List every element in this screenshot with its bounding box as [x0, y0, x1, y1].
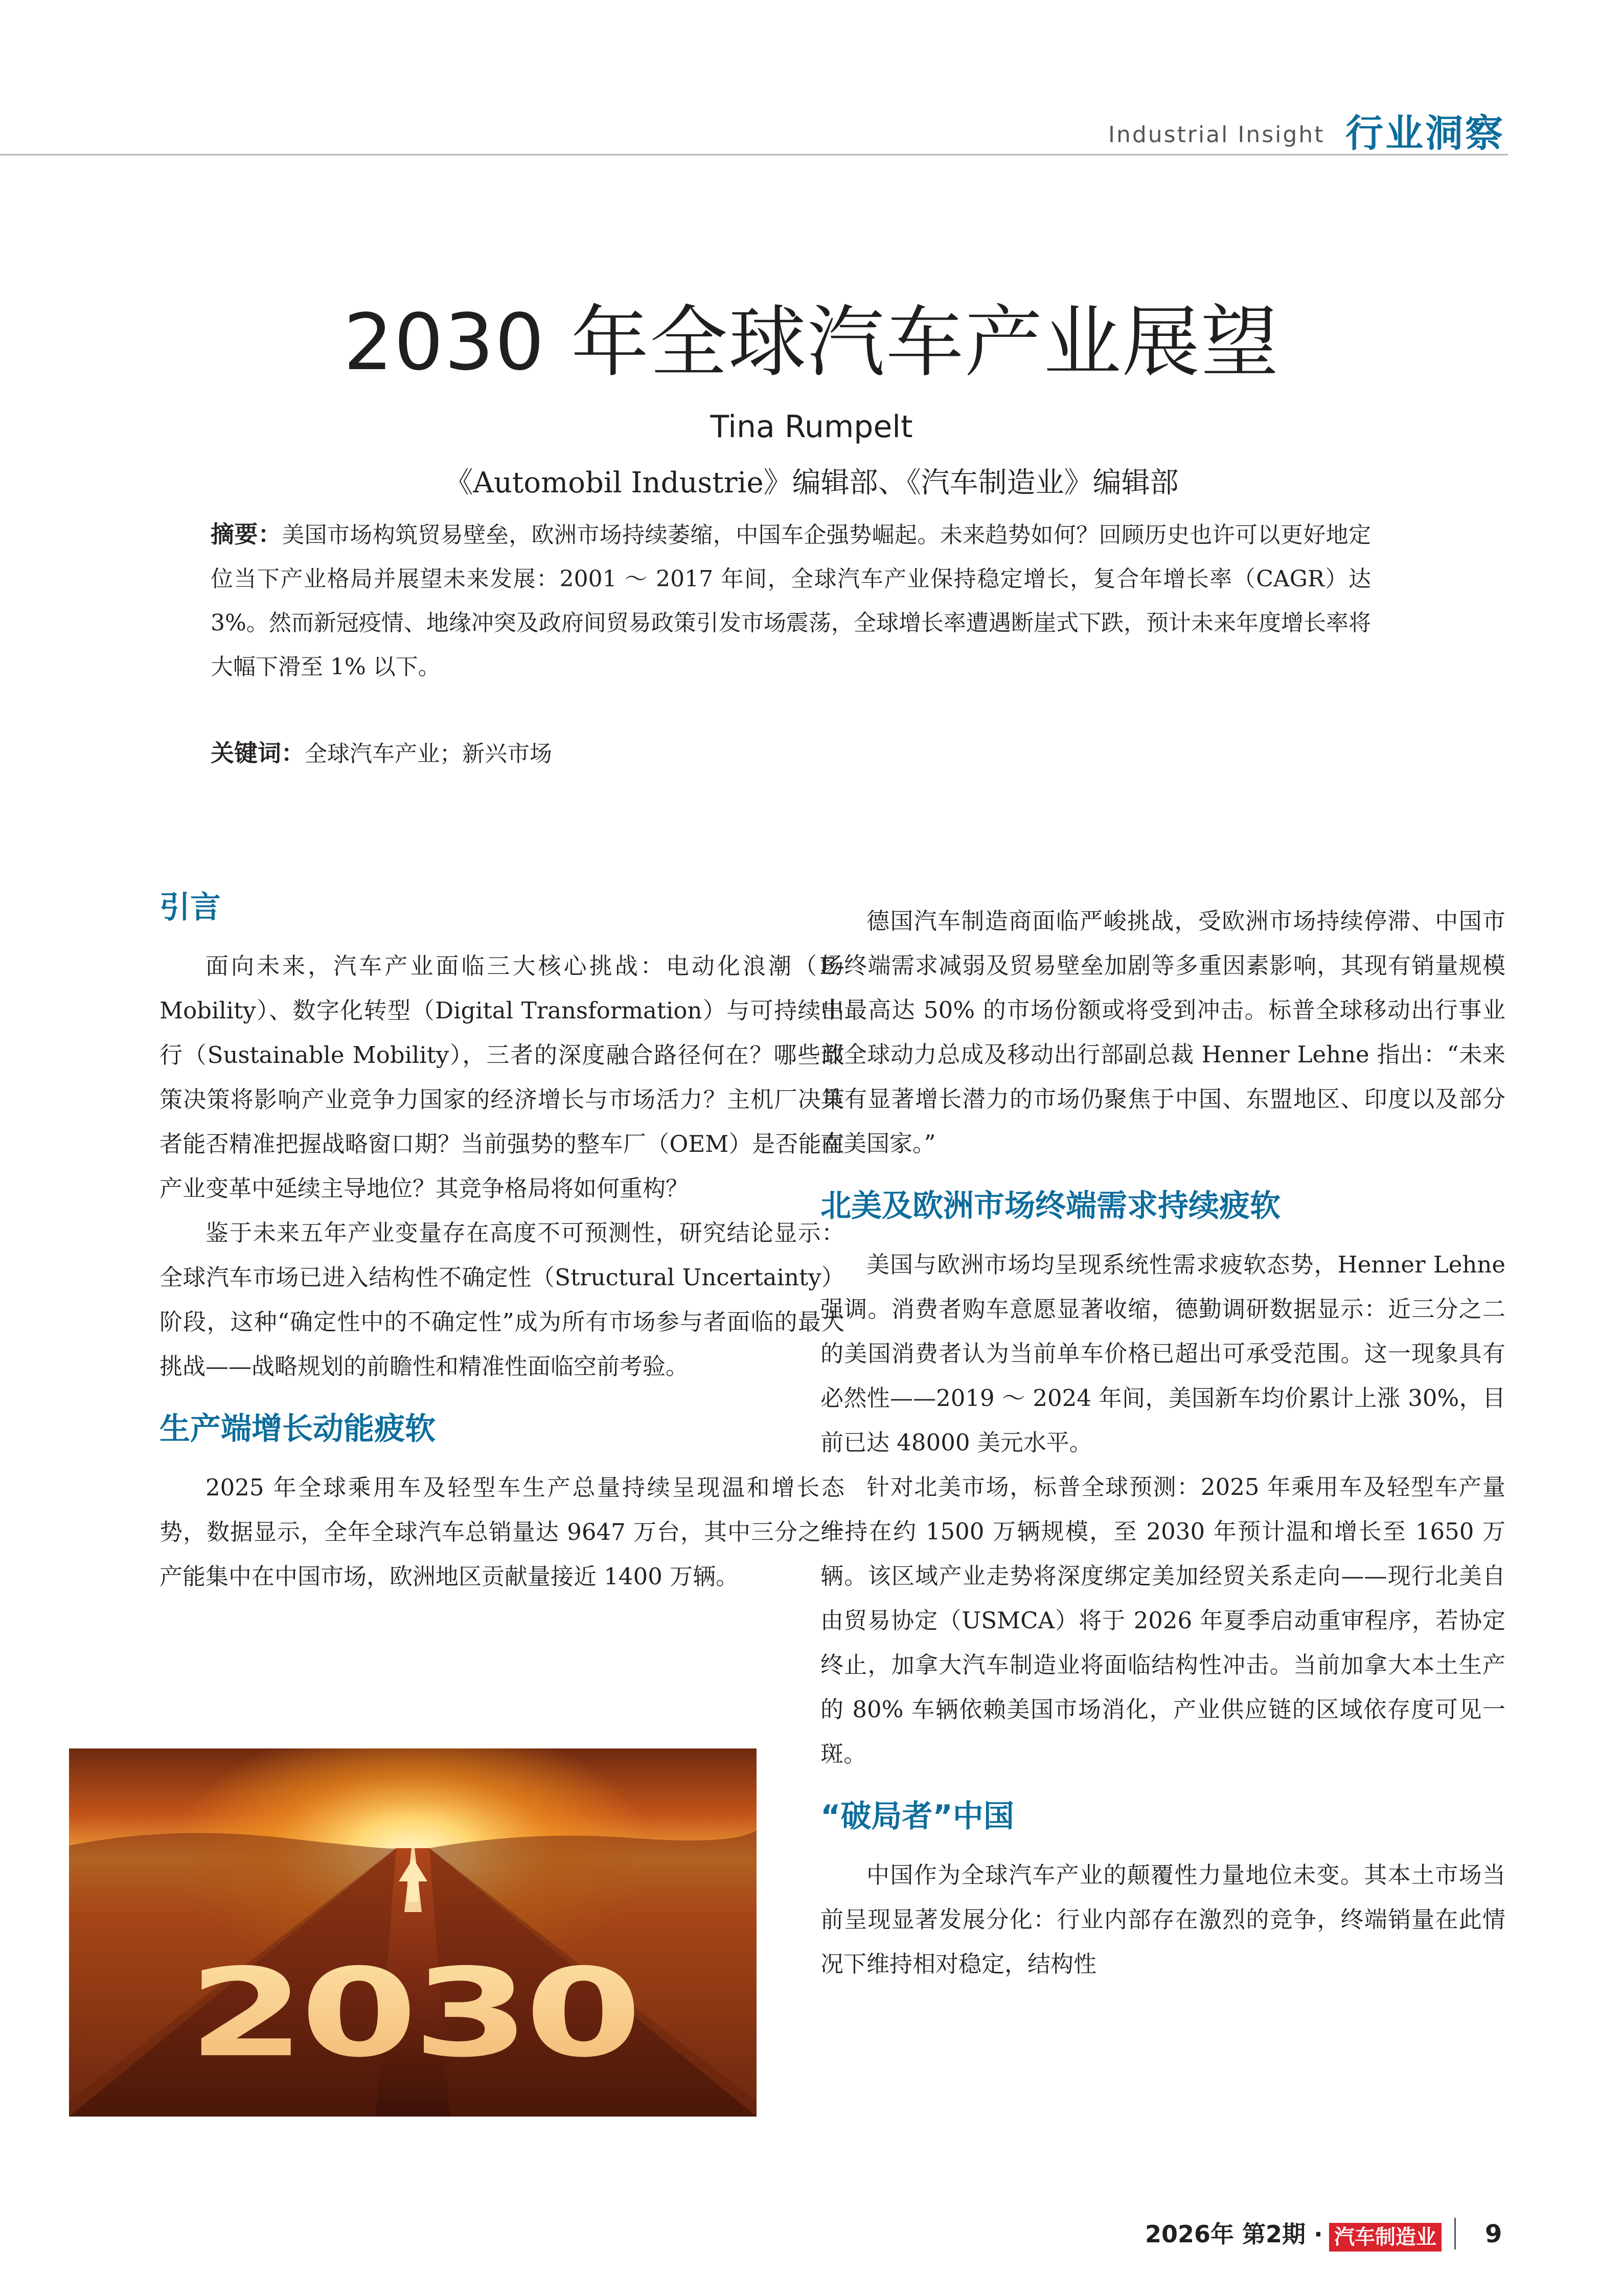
section-heading-production: 生产端增长动能疲软: [159, 1411, 436, 1447]
footer-issue-date: 2026年 第2期 ·: [1145, 2220, 1323, 2248]
keywords-label: 关键词：: [211, 739, 305, 767]
header-rule: [0, 154, 1508, 155]
article-author: Tina Rumpelt: [710, 409, 913, 445]
footer-magazine-logo: 汽车制造业: [1329, 2223, 1442, 2252]
header-section-en: Industrial Insight: [1108, 122, 1325, 148]
paragraph: 中国作为全球汽车产业的颠覆性力量地位未变。其本土市场当前呈现显著发展分化：行业内部存在激烈的竞争，终端销量在此情况下维持相对稳定，结构性: [820, 1861, 1505, 1977]
abstract-text: 美国市场构筑贸易壁垒，欧洲市场持续萎缩，中国车企强势崛起。未来趋势如何？回顾历史也许可以更好地定位当下产业格局并展望未来发展：2001 ～ 2017 年间，全球汽车产业保持稳定增长，复合年增长率（CAGR）达 3%。然而新冠疫情、地缘冲突及政府间贸易政策引发市场震荡，全球增长率遭遇断崖式下跌，预计未来年度增长率将大幅下滑至 1% 以下。: [211, 522, 1371, 680]
page-number: 9: [1485, 2220, 1502, 2248]
right-column: [820, 899, 1505, 1986]
section-heading-na-europe: 北美及欧洲市场终端需求持续疲软: [820, 1188, 1281, 1224]
footer-divider: [1454, 2218, 1456, 2249]
abstract-label: 摘要：: [211, 520, 282, 548]
keywords: [211, 731, 1371, 776]
paragraph: 德国汽车制造商面临严峻挑战，受欧洲市场持续停滞、中国市场终端需求减弱及贸易壁垒加剧等多重因素影响，其现有销量规模中最高达 50% 的市场份额或将受到冲击。标普全球移动出行事业部全球动力总成及移动出行部副总裁 Henner Lehne 指出：“未来具有显著增长潜力的市场仍聚焦于中国、东盟地区、印度以及部分南美国家。”: [820, 907, 1505, 1157]
header-section-zh: 行业洞察: [1345, 111, 1505, 155]
article-title: 2030 年全球汽车产业展望: [343, 297, 1280, 388]
section-heading-china: “破局者”中国: [820, 1799, 1014, 1834]
left-column: [159, 884, 844, 1599]
paragraph: 鉴于未来五年产业变量存在高度不可预测性，研究结论显示：全球汽车市场已进入结构性不确定性（Structural Uncertainty）阶段，这种“确定性中的不确定性”成为所有市场参与者面临的最大挑战——战略规划的前瞻性和精准性面临空前考验。: [159, 1219, 844, 1380]
keywords-text: 全球汽车产业；新兴市场: [305, 741, 552, 767]
paragraph: 美国与欧洲市场均呈现系统性需求疲软态势，Henner Lehne 强调。消费者购车意愿显著收缩，德勤调研数据显示：近三分之二的美国消费者认为当前单车价格已超出可承受范围。这一现象具有必然性——2019 ～ 2024 年间，美国新车均价累计上涨 30%，目前已达 48000 美元水平。: [820, 1251, 1505, 1456]
road-2030-photo: [69, 1748, 757, 2117]
abstract: [211, 512, 1371, 689]
section-heading-intro: 引言: [159, 890, 221, 925]
image-year-text: 2030: [188, 1942, 637, 2084]
paragraph: 2025 年全球乘用车及轻型车生产总量持续呈现温和增长态势，数据显示，全年全球汽车总销量达 9647 万台，其中三分之一产能集中在中国市场，欧洲地区贡献量接近 1400 万辆。: [159, 1474, 844, 1590]
paragraph: 面向未来，汽车产业面临三大核心挑战：电动化浪潮（E-Mobility）、数字化转型（Digital Transformation）与可持续出行（Sustainable Mobility），三者的深度融合路径何在？哪些政策决策将影响产业竞争力国家的经济增长与市场活力？主机厂决策者能否精准把握战略窗口期？当前强势的整车厂（OEM）是否能在产业变革中延续主导地位？其竞争格局将如何重构？: [159, 952, 844, 1202]
paragraph: 针对北美市场，标普全球预测：2025 年乘用车及轻型车产量维持在约 1500 万辆规模，至 2030 年预计温和增长至 1650 万辆。该区域产业走势将深度绑定美加经贸关系走向——现行北美自由贸易协定（USMCA）将于 2026 年夏季启动重审程序，若协定终止，加拿大汽车制造业将面临结构性冲击。当前加拿大本土生产的 80% 车辆依赖美国市场消化，产业供应链的区域依存度可见一斑。: [820, 1473, 1505, 1767]
article-affiliation: 《Automobil Industrie》编辑部、《汽车制造业》编辑部: [444, 466, 1179, 499]
